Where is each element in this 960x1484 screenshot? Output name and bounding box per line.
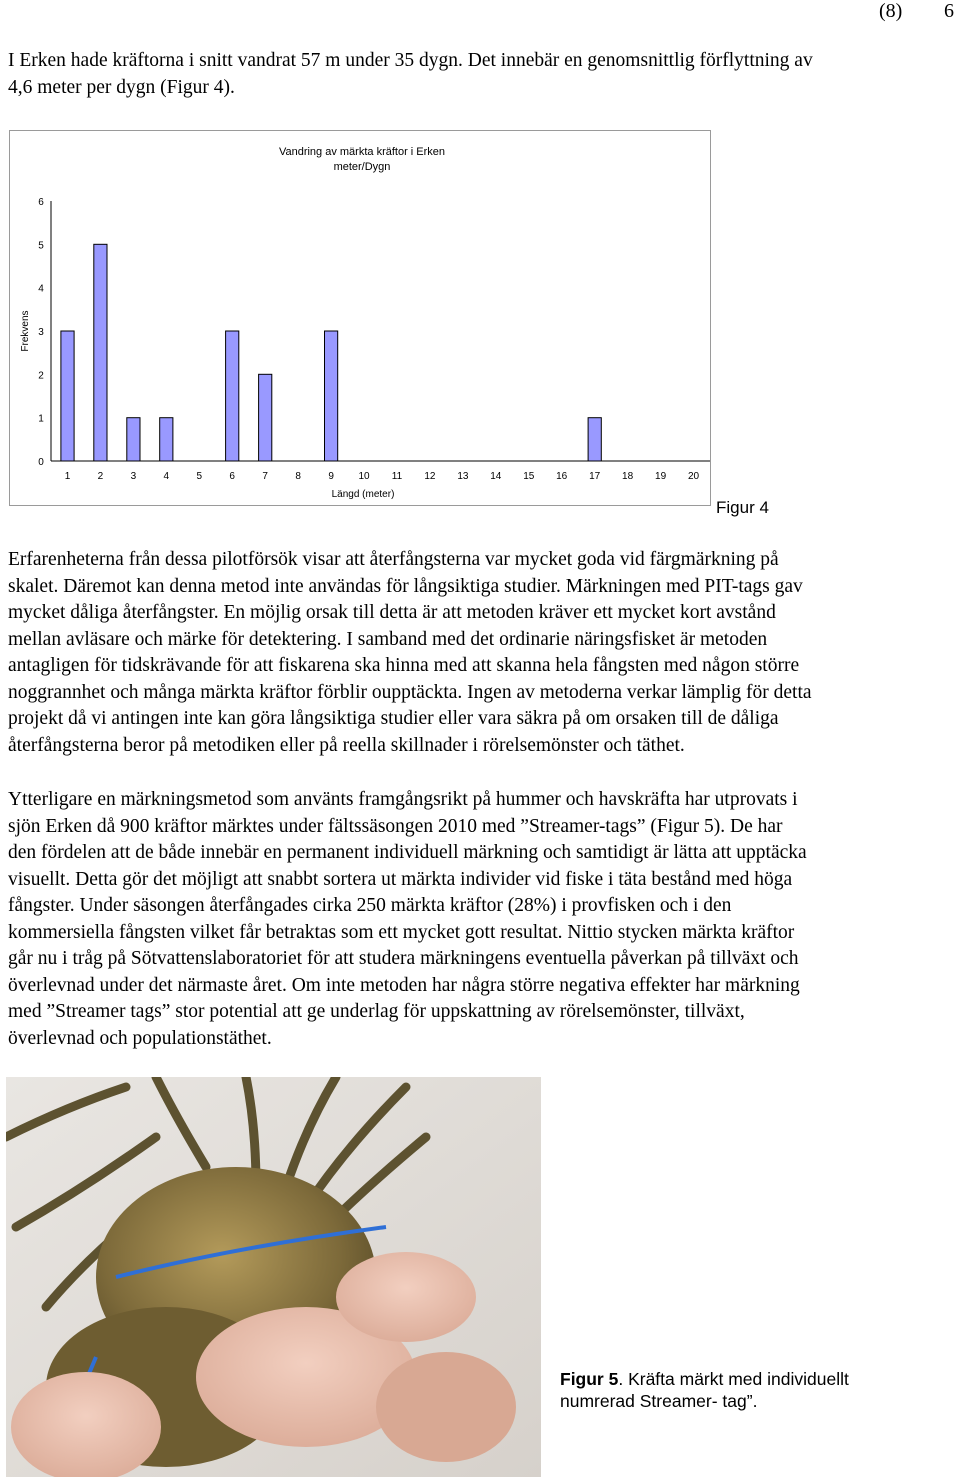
page-number: 6 <box>944 0 954 22</box>
x-tick-label: 5 <box>196 471 203 482</box>
text-line: visuellt. Detta gör det möjligt att snabbt sortera ut märkta individer vid fiske i täta bestånd med höga <box>8 868 793 890</box>
figure4-chart <box>9 130 711 506</box>
figure5-caption-line2: numrerad Streamer- tag”. <box>560 1391 758 1411</box>
text-line: Ytterligare en märkningsmetod som använts framgångsrikt på hummer och havskräfta har utprovats i <box>8 789 798 810</box>
text-line: går nu i tråg på Sötvattenslaboratoriet för att studera märkningens eventuella påverkan på tillväxt och <box>8 948 799 969</box>
bars <box>61 244 601 461</box>
text-line: Erfarenheterna från dessa pilotförsök visar att återfångsterna var mycket goda vid färgmärkning på <box>8 549 779 570</box>
x-tick-label: 16 <box>556 471 568 482</box>
x-tick-label: 18 <box>622 471 634 482</box>
paragraph-streamer-tags <box>8 787 952 1052</box>
x-tick-label: 13 <box>457 471 469 482</box>
text-line: med ”Streamer tags” stor potential att ge underlag för uppskattning av rörelsemönster, tillväxt, <box>8 1001 745 1022</box>
bar-9 <box>325 331 338 461</box>
x-tick-label: 14 <box>490 471 502 482</box>
text-line: skalet. Däremot kan denna metod inte användas för långsiktiga studier. Märkningen med PIT-tags gav <box>8 575 803 597</box>
y-axis-label: Frekvens <box>20 310 31 352</box>
bar-7 <box>259 374 272 461</box>
figure4-label: Figur 4 <box>716 498 769 517</box>
text-line: mycket dåliga återfångster. En möjlig orsak till detta är att metoden kräver ett mycket kort avstånd <box>8 602 776 623</box>
text-line: fångster. Under säsongen återfångades cirka 250 märkta kräftor (28%) i provfisken och i den <box>8 895 732 916</box>
bar-4 <box>160 418 173 461</box>
bar-17 <box>588 418 601 461</box>
x-tick-label: 10 <box>358 471 370 482</box>
text-line: den fördelen att de både innebär en permanent individuell märkning och samtidigt är lätta att upptäcka <box>8 842 807 863</box>
y-tick-label: 0 <box>38 457 44 468</box>
x-tick-label: 3 <box>130 471 137 482</box>
text-line: antagligen för tidskrävande för att fiskarena ska hinna med att skanna hela fångsten med någon större <box>8 655 800 676</box>
figure5-caption-line1: . Kräfta märkt med individuellt <box>618 1369 849 1389</box>
x-tick-label: 15 <box>523 471 535 482</box>
y-tick-label: 2 <box>38 370 44 382</box>
x-tick-label: 9 <box>328 471 334 482</box>
y-tick-label: 5 <box>38 240 44 252</box>
chart-subtitle: meter/Dygn <box>333 161 391 173</box>
text-line: överlevnad och populationstäthet. <box>8 1027 272 1049</box>
text-line: noggrannhet och många märkta kräftor förblir oupptäckta. Ingen av metoderna verkar lämplig för detta <box>8 681 812 703</box>
x-tick-label: 8 <box>295 471 301 482</box>
paragraph-results <box>8 547 952 759</box>
crayfish-photo-illustration <box>6 1077 541 1477</box>
bar-2 <box>94 244 107 461</box>
text-line: I Erken hade kräftorna i snitt vandrat 57 m under 35 dygn. Det innebär en genomsnittlig förflyttning av <box>8 50 813 71</box>
text-line: 4,6 meter per dygn (Figur 4). <box>8 76 235 98</box>
x-tick-label: 7 <box>262 471 268 482</box>
x-tick-label: 4 <box>163 471 170 482</box>
x-tick-label: 11 <box>391 471 403 482</box>
x-tick-label: 20 <box>687 471 700 482</box>
x-tick-label: 6 <box>229 471 235 482</box>
x-tick-label: 12 <box>424 471 436 482</box>
bar-chart <box>10 131 710 505</box>
x-tick-label: 1 <box>64 471 71 482</box>
x-tick-label: 2 <box>97 471 104 482</box>
page-reference: (8) <box>879 0 903 22</box>
x-tick-label: 17 <box>589 471 601 482</box>
y-tick-label: 6 <box>38 197 44 208</box>
text-line: återfångsterna beror på metodiken eller på reella skillnader i rörelsemönster och täthet. <box>8 734 685 756</box>
y-tick-label: 1 <box>38 413 44 425</box>
x-tick-label: 19 <box>655 471 667 482</box>
y-tick-label: 3 <box>38 327 44 338</box>
figure5-label: Figur 5 <box>560 1369 619 1389</box>
x-tick-labels <box>65 471 700 482</box>
text-line: sjön Erken då 900 kräftor märktes under fältssäsongen 2010 med ”Streamer-tags” (Figur 5). De har <box>8 815 783 837</box>
x-axis-label: Längd (meter) <box>331 489 395 500</box>
y-tick-labels <box>38 197 44 468</box>
bar-1 <box>61 331 74 461</box>
bar-6 <box>226 331 239 461</box>
intro-paragraph <box>8 48 952 101</box>
bar-3 <box>127 418 140 461</box>
text-line: mellan avläsare och märke för detektering. I samband med det ordinarie näringsfisket är metoden <box>8 628 768 650</box>
text-line: projekt då vi antingen inte kan göra långsiktiga studier eller vara säkra på om orsaken till de dåliga <box>8 708 779 729</box>
y-tick-label: 4 <box>38 283 44 295</box>
crayfish-photo <box>6 1077 541 1477</box>
chart-title: Vandring av märkta kräftor i Erken <box>278 146 446 158</box>
text-line: kommersiella fångsten vilket får betraktas som ett mycket gott resultat. Nittio stycken märkta kräftor <box>8 921 795 943</box>
text-line: överlevnad under det närmaste året. Om inte metoden har några större negativa effekter har märkning <box>8 974 800 996</box>
figure5-caption <box>560 1368 940 1412</box>
